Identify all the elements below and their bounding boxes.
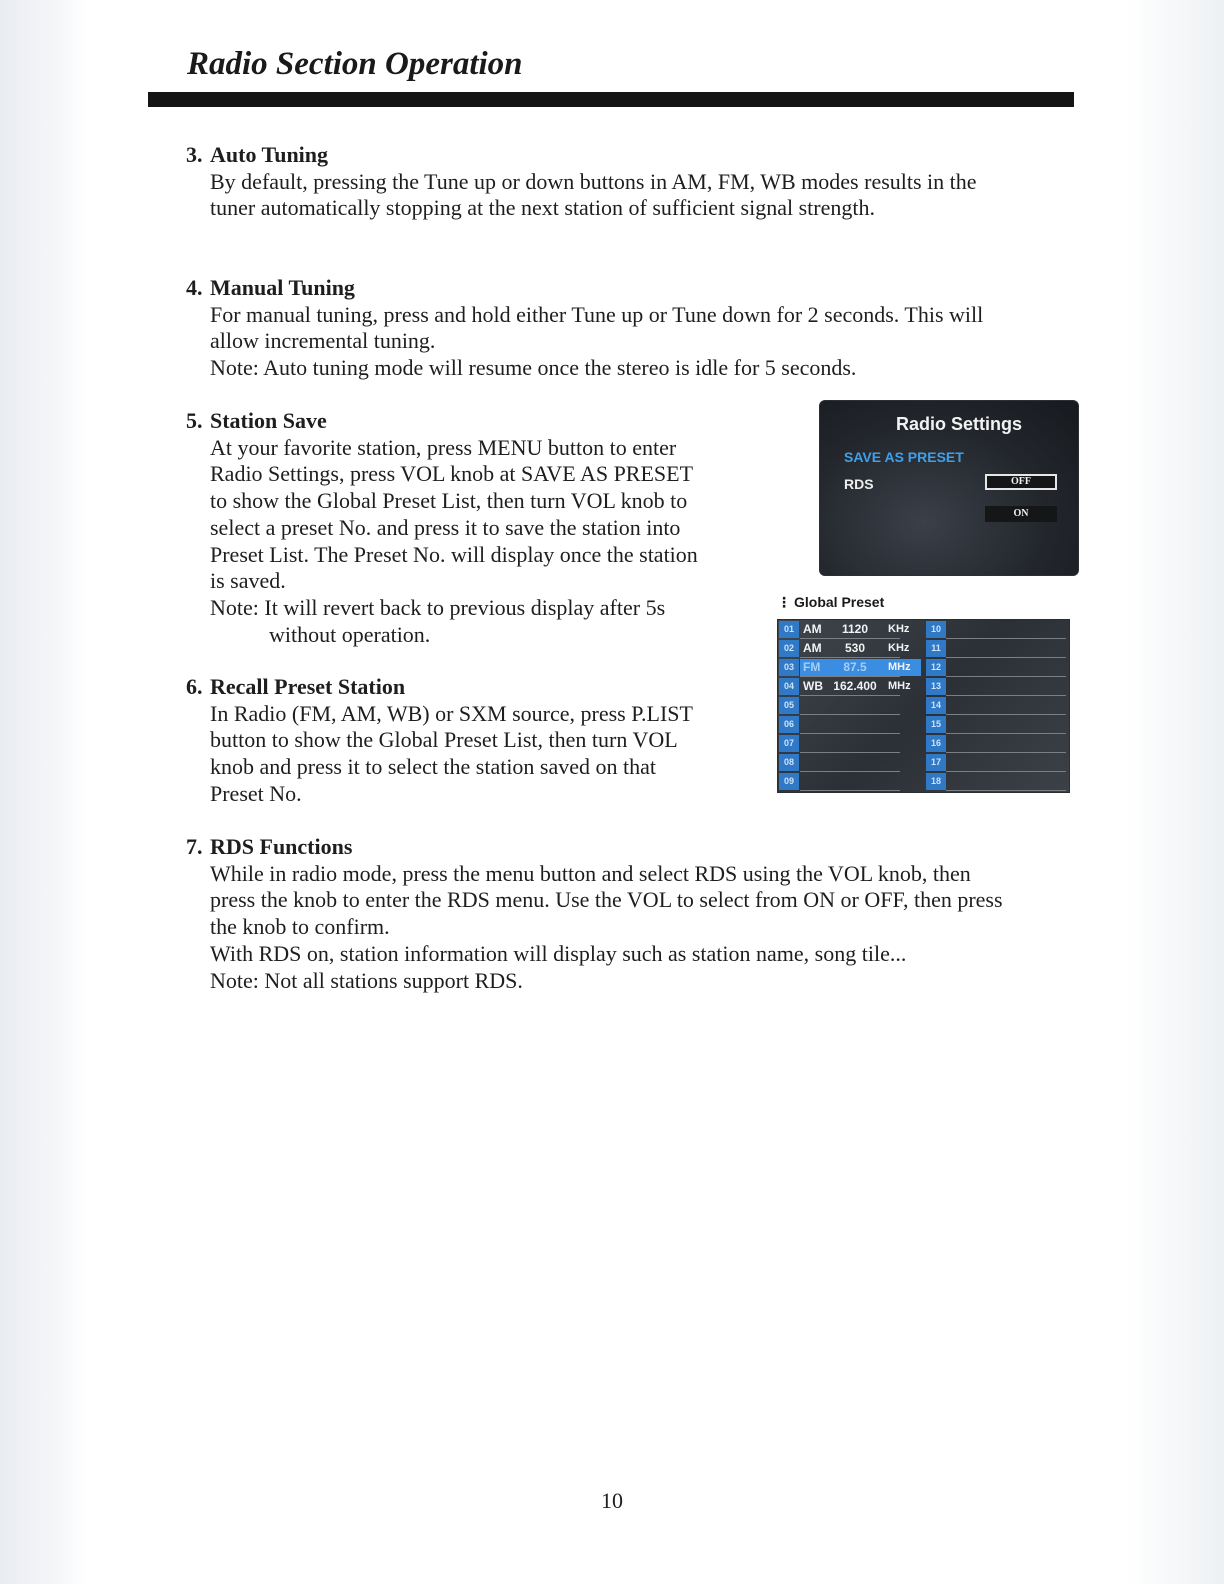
section-rds-functions	[186, 834, 1066, 994]
preset-row	[924, 772, 1069, 791]
preset-number-badge: 05	[779, 697, 799, 714]
global-preset-title: ⋮ Global Preset	[777, 594, 885, 610]
preset-row	[924, 620, 1069, 639]
body-line: Preset List. The Preset No. will display once the station	[210, 541, 698, 567]
body-line: Preset No.	[210, 780, 302, 806]
preset-number-badge: 06	[779, 716, 799, 733]
body-line: knob and press it to select the station saved on that	[210, 754, 657, 780]
preset-row	[924, 696, 1069, 715]
note-line: Note: It will revert back to previous display after 5s	[210, 594, 666, 620]
scan-shade-right	[1124, 0, 1224, 1584]
preset-frequency: 87.5	[843, 660, 867, 674]
preset-row	[778, 620, 924, 639]
save-as-preset-item: SAVE AS PRESET	[844, 449, 964, 465]
section-heading: 3. Auto Tuning	[186, 142, 329, 167]
preset-band: WB	[803, 679, 823, 693]
preset-number-badge: 17	[926, 754, 946, 771]
global-preset-screen	[777, 619, 1070, 793]
preset-row	[924, 658, 1069, 677]
preset-number-badge: 07	[779, 735, 799, 752]
preset-row	[924, 753, 1069, 772]
body-line: to show the Global Preset List, then turn VOL knob to	[210, 488, 688, 514]
preset-row	[778, 715, 924, 734]
preset-number-badge: 16	[926, 735, 946, 752]
preset-number-badge: 03	[779, 659, 799, 676]
body-line: press the knob to enter the RDS menu. Use the VOL to select from ON or OFF, then press	[210, 887, 1003, 913]
note-line: Note: Not all stations support RDS.	[210, 967, 523, 993]
preset-number-badge: 15	[926, 716, 946, 733]
note-line: Note: Auto tuning mode will resume once the stereo is idle for 5 seconds.	[210, 355, 857, 381]
preset-number-badge: 11	[926, 640, 946, 657]
body-line: select a preset No. and press it to save the station into	[210, 514, 681, 540]
preset-number-badge: 13	[926, 678, 946, 695]
row-divider	[946, 790, 1066, 791]
preset-band: FM	[803, 660, 821, 674]
body-line: At your favorite station, press MENU button to enter	[210, 434, 677, 460]
section-heading: 5. Station Save	[186, 408, 327, 433]
preset-row	[778, 639, 924, 658]
preset-frequency: 162.400	[833, 679, 877, 693]
preset-number-badge: 12	[926, 659, 946, 676]
preset-row	[924, 677, 1069, 696]
preset-unit: MHz	[888, 661, 911, 673]
preset-number-badge: 01	[779, 621, 799, 638]
preset-number-badge: 04	[779, 678, 799, 695]
preset-frequency: 1120	[841, 622, 869, 636]
rds-on-option: ON	[985, 506, 1057, 522]
body-line: allow incremental tuning.	[210, 328, 436, 354]
preset-row	[778, 734, 924, 753]
preset-row	[778, 753, 924, 772]
page-title: Radio Section Operation	[187, 46, 523, 82]
body-line: In Radio (FM, AM, WB) or SXM source, press P.LIST	[210, 700, 693, 726]
row-divider	[800, 790, 900, 791]
preset-row	[924, 715, 1069, 734]
list-marker-icon: ⋮	[777, 594, 791, 610]
preset-row	[778, 696, 924, 715]
section-auto-tuning	[186, 142, 1066, 222]
rds-item: RDS	[844, 476, 874, 492]
radio-settings-title: Radio Settings	[895, 414, 1022, 434]
body-line: While in radio mode, press the menu button and select RDS using the VOL knob, then	[210, 860, 971, 886]
body-line: is saved.	[210, 568, 286, 594]
preset-band: AM	[803, 622, 822, 636]
section-manual-tuning	[186, 275, 1066, 382]
preset-number-badge: 18	[926, 773, 946, 790]
preset-unit: KHz	[888, 623, 910, 635]
body-line: button to show the Global Preset List, then turn VOL	[210, 727, 678, 753]
section-station-save	[186, 408, 786, 648]
preset-row	[778, 677, 924, 696]
preset-row	[778, 772, 924, 791]
preset-row	[924, 734, 1069, 753]
preset-frequency: 530	[844, 641, 866, 655]
section-heading: 7. RDS Functions	[186, 834, 353, 859]
rds-off-option: OFF	[985, 474, 1057, 490]
section-heading: 6. Recall Preset Station	[186, 674, 406, 699]
preset-number-badge: 08	[779, 754, 799, 771]
body-line: tuner automatically stopping at the next station of sufficient signal strength.	[210, 195, 875, 221]
scan-shade-left	[0, 0, 86, 1584]
preset-band: AM	[803, 641, 822, 655]
page-number: 10	[601, 1488, 623, 1513]
preset-number-badge: 02	[779, 640, 799, 657]
preset-row	[778, 658, 924, 677]
preset-row	[924, 639, 1069, 658]
preset-unit: KHz	[888, 642, 910, 654]
preset-number-badge: 09	[779, 773, 799, 790]
body-line: By default, pressing the Tune up or down buttons in AM, FM, WB modes results in the	[210, 168, 977, 194]
preset-number-badge: 10	[926, 621, 946, 638]
section-heading: 4. Manual Tuning	[186, 275, 355, 300]
preset-unit: MHz	[888, 680, 911, 692]
preset-number-badge: 14	[926, 697, 946, 714]
body-line: the knob to confirm.	[210, 914, 390, 940]
body-line: For manual tuning, press and hold either Tune up or Tune down for 2 seconds. This will	[210, 301, 984, 327]
body-line: With RDS on, station information will display such as station name, song tile...	[210, 940, 907, 966]
note-line: without operation.	[269, 621, 431, 647]
section-recall-preset	[186, 674, 786, 808]
body-line: Radio Settings, press VOL knob at SAVE AS PRESET	[210, 461, 694, 487]
title-rule	[148, 92, 1074, 107]
